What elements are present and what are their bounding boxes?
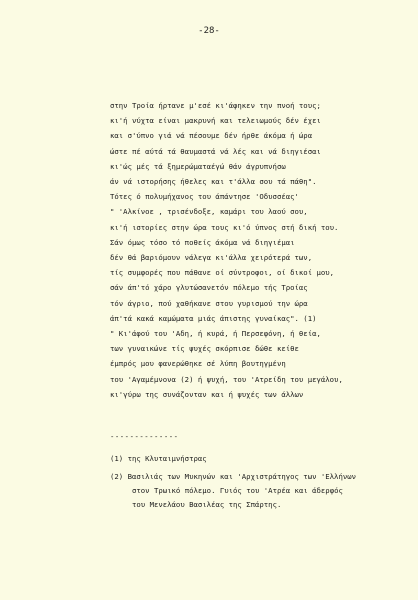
footnote-line: (2) Βασιλιάς των Μυκηνών και 'Αρχιστράτηγος των 'Ελλήνων xyxy=(110,472,357,481)
poem-body xyxy=(110,98,410,402)
poem-line: Τότες ό πολυμήχανος του άπάντησε 'Οδυσσέας' xyxy=(110,192,299,202)
poem-line: κι'ή ιστορίες στην ώρα τους κι'ό ύπνος στή δική του. xyxy=(110,222,339,232)
footnote-separator: -------------- xyxy=(110,432,179,441)
footnote-line: του Μενελάου Βασιλέας της Σπάρτης. xyxy=(132,500,282,509)
poem-line: άν νά ιστορήσης ήθελες και τ'άλλα σου τά πάθη". xyxy=(110,177,317,187)
poem-line: και σ'ύπνο γιά νά πέσουμε δέν ήρθε άκόμα ή ώρα xyxy=(110,131,313,141)
poem-line: τίς συμφορές που πάθανε οί σύντροφοι, οί δικοί μου, xyxy=(110,268,335,278)
footnote-line: (1) της Κλυταιμνήστρας xyxy=(110,454,207,463)
poem-line: κι'ή νύχτα είναι μακρυνή και τελειωμούς δέν έχει xyxy=(110,116,321,126)
poem-line: κι'γύρω της συνάζονταν και ή ψυχές των άλλων xyxy=(110,389,304,399)
poem-line: τόν άγριο, πού χαθήκανε στου γυρισμού την ώρα xyxy=(110,298,308,308)
poem-line: των γυναικώνε τίς ψυχές σκόρπισε δώθε κείθε xyxy=(110,344,299,354)
page-number: -28- xyxy=(198,26,220,36)
poem-line: έμπρός μου φανερώθηκε σέ λύπη βουτηγμένη xyxy=(110,359,286,369)
poem-line: Σάν όμως τόσο τό ποθείς άκόμα νά διηγιέμαι xyxy=(110,237,295,247)
poem-line: του 'Αγαμέμνονα (2) ή ψυχή, του 'Ατρείδη του μεγάλου, xyxy=(110,374,343,384)
poem-line: δέν θά βαριόμουν νάλεγα κι'άλλα χειρότερά των, xyxy=(110,253,313,263)
poem-line: κι'ώς μές τά ξημερώματαέγώ θάν άγρυπνήσω xyxy=(110,161,286,171)
poem-line: " Κι'άφού του 'Αδη, ή κυρά, ή Περσεφόνη, ή θεία, xyxy=(110,329,321,339)
poem-line: σάν άπ'τό χάρο γλυτώσανετόν πόλεμο τής Τροίας xyxy=(110,283,308,293)
poem-line: " 'Αλκίνοε , τρισένδοξε, καμάρι του λαού σου, xyxy=(110,207,308,217)
footnote-line: στον Τρωικό πόλεμο. Γυιός του 'Ατρέα και άδερφός xyxy=(132,486,343,495)
poem-line: ώστε πέ αύτά τά θαυμαστά νά λές και νά διηγιέσαι xyxy=(110,146,321,156)
poem-line: στην Τροία ήρτανε μ'εσέ κι'άφηκεν την πνοή τους; xyxy=(110,101,321,110)
poem-line: άπ'τά κακά καμώματα μιάς άπιστης γυναίκας". (1) xyxy=(110,313,317,323)
footnotes xyxy=(110,452,410,512)
